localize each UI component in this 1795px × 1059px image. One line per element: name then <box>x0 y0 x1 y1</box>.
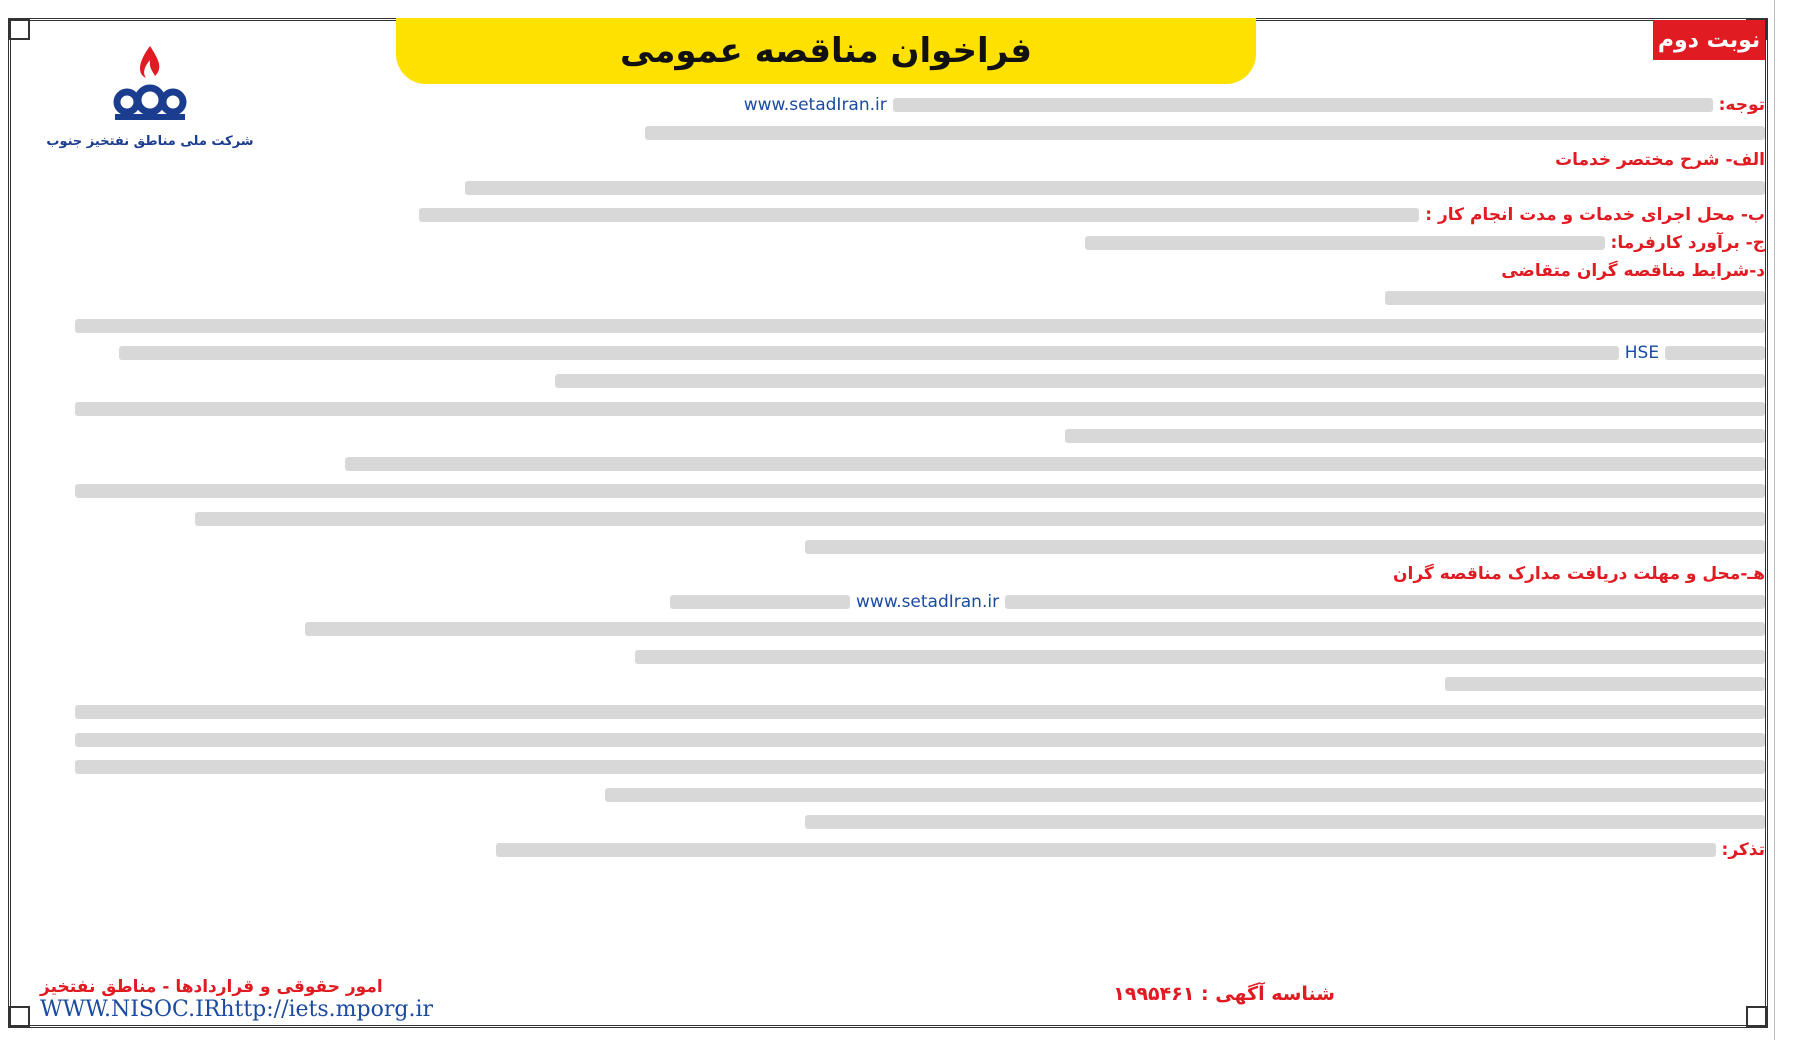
body-line <box>40 837 1765 865</box>
illegible-text <box>496 843 1716 857</box>
body-line <box>40 671 1765 699</box>
logo-caption: شرکت ملی مناطق نفتخیز جنوب <box>46 134 254 149</box>
frame-corner <box>8 18 30 40</box>
body-line <box>40 809 1765 837</box>
footer-urls[interactable]: WWW.NISOC.IRhttp://iets.mporg.ir <box>40 997 434 1022</box>
frame-corner <box>8 1006 30 1028</box>
hse-label: HSE <box>1624 343 1660 364</box>
illegible-text <box>555 374 1765 388</box>
body-line <box>40 727 1765 755</box>
illegible-text <box>119 346 1619 360</box>
illegible-text <box>635 650 1765 664</box>
illegible-text <box>670 595 850 609</box>
adjacent-column-edge <box>1774 0 1795 1040</box>
illegible-text <box>75 319 1765 333</box>
section-he-heading: هـ-محل و مهلت دریافت مدارک مناقصه گران <box>1393 564 1765 585</box>
illegible-text <box>465 181 1765 195</box>
illegible-text <box>1065 429 1765 443</box>
section-dal-heading: د-شرایط مناقصه گران متقاضی <box>1501 260 1765 281</box>
illegible-text <box>75 705 1765 719</box>
body-line <box>40 616 1765 644</box>
body-line <box>40 534 1765 562</box>
issuer: امور حقوقی و قراردادها - مناطق نفتخیز <box>40 977 383 997</box>
illegible-text <box>195 512 1765 526</box>
illegible-text <box>1665 346 1765 360</box>
illegible-text <box>1445 677 1765 691</box>
edition-badge-label: نوبت دوم <box>1657 27 1761 53</box>
illegible-text <box>75 733 1765 747</box>
site-link[interactable]: www.setadIran.ir <box>743 95 887 115</box>
section-je-heading: ج- برآورد کارفرما: <box>1610 232 1765 253</box>
ad-title: فراخوان مناقصه عمومی <box>619 31 1033 71</box>
ad-number: شناسه آگهی : ۱۹۹۵۴۶۱ <box>1113 983 1335 1005</box>
body-line <box>40 202 1765 230</box>
illegible-text <box>75 402 1765 416</box>
illegible-text <box>305 622 1765 636</box>
body-line <box>40 92 1765 120</box>
body-line <box>40 120 1765 148</box>
body-line <box>40 644 1765 672</box>
issuer-block <box>40 977 433 1022</box>
body-line <box>40 396 1765 424</box>
body-line <box>40 175 1765 203</box>
illegible-text <box>345 457 1765 471</box>
section-alef-heading: الف- شرح مختصر خدمات <box>1555 150 1765 171</box>
site-link[interactable]: www.setadIran.ir <box>856 591 1000 612</box>
illegible-text <box>75 760 1765 774</box>
ad-body <box>40 92 1765 1003</box>
edition-badge <box>1653 20 1765 60</box>
body-line <box>40 699 1765 727</box>
section-be-heading: ب- محل اجرای خدمات و مدت انجام کار : <box>1425 205 1765 226</box>
body-line <box>40 313 1765 341</box>
body-line <box>40 230 1765 258</box>
body-line <box>40 368 1765 396</box>
body-line <box>40 423 1765 451</box>
illegible-text <box>1005 595 1765 609</box>
reminder-label: تذکر: <box>1721 840 1765 861</box>
body-line <box>40 478 1765 506</box>
illegible-text <box>805 815 1765 829</box>
illegible-text <box>419 208 1419 222</box>
body-line <box>40 589 1765 617</box>
body-line <box>40 782 1765 810</box>
body-line <box>40 285 1765 313</box>
illegible-text <box>645 126 1765 140</box>
body-line <box>40 340 1765 368</box>
illegible-text <box>75 484 1765 498</box>
body-line <box>40 451 1765 479</box>
illegible-text <box>1385 291 1765 305</box>
ad-footer <box>40 977 1765 1037</box>
illegible-text <box>1085 236 1605 250</box>
illegible-text <box>605 788 1765 802</box>
note-label: توجه: <box>1718 95 1765 115</box>
illegible-text <box>893 98 1713 112</box>
illegible-text <box>805 540 1765 554</box>
ad-title-banner <box>396 18 1256 84</box>
body-line <box>40 506 1765 534</box>
body-line <box>40 754 1765 782</box>
